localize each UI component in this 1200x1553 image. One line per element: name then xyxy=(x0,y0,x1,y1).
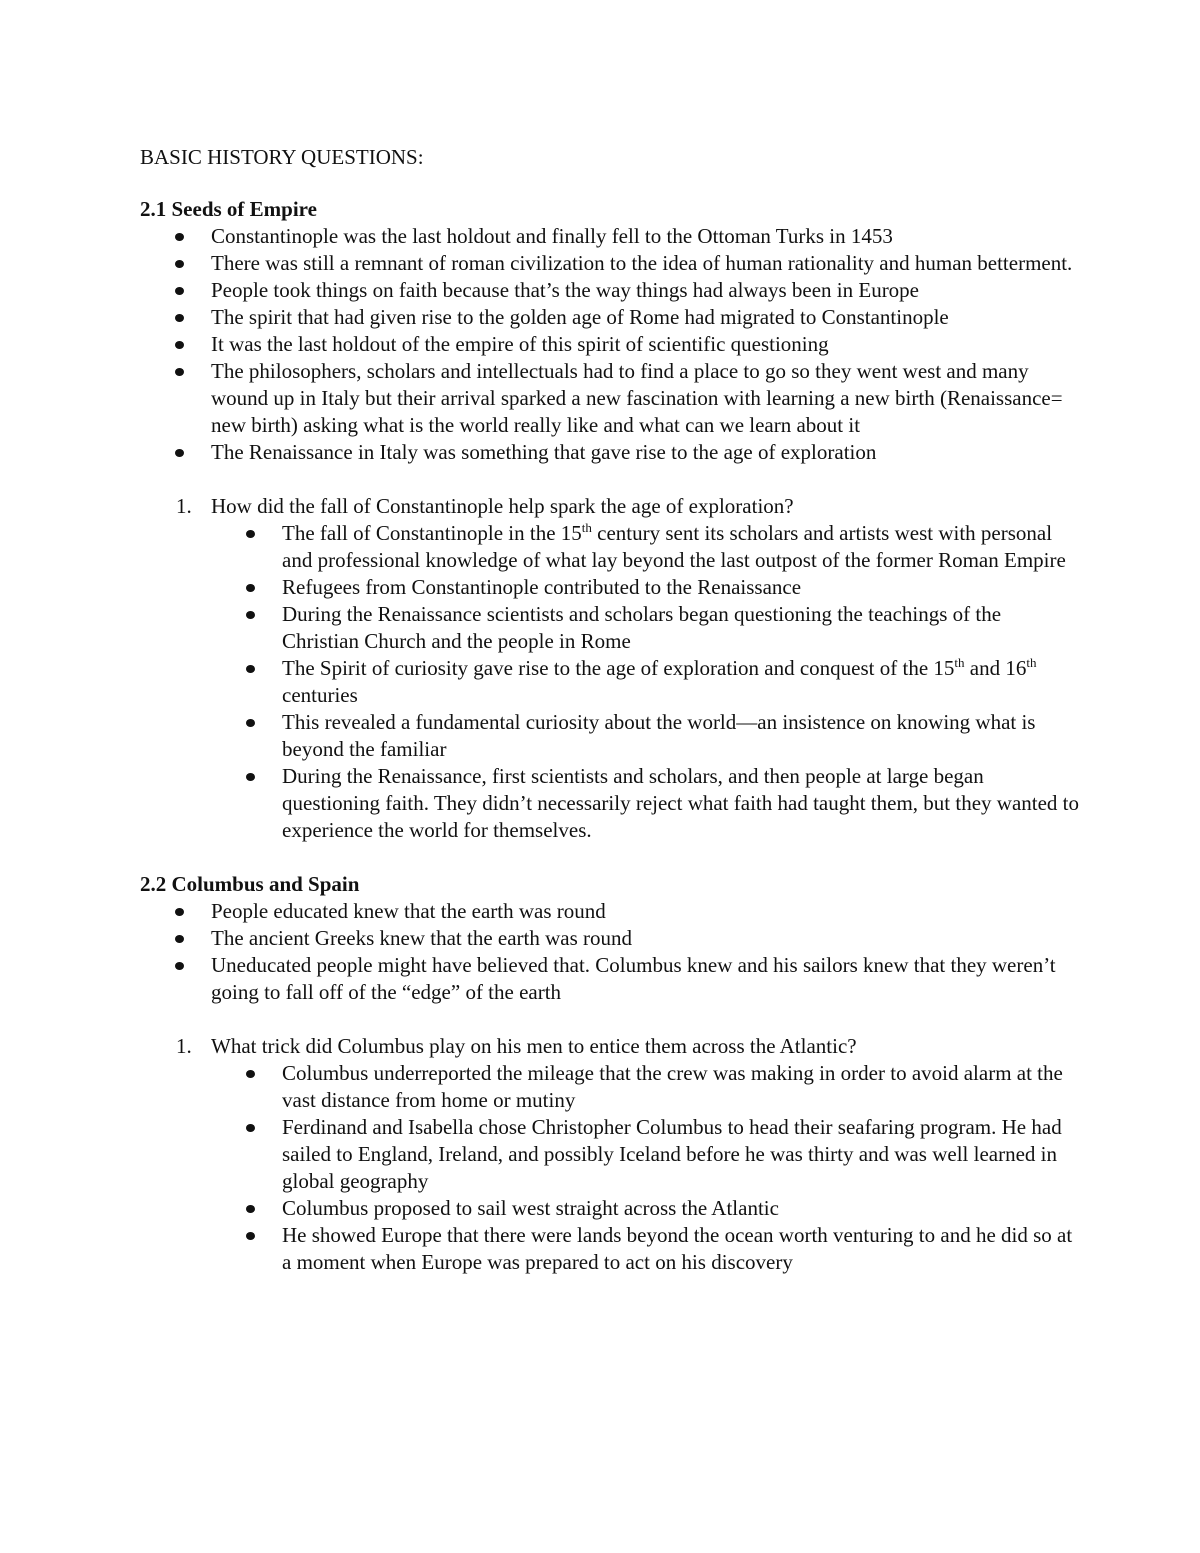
answer-item: This revealed a fundamental curiosity about the world—an insistence on knowing what is beyond the familiar xyxy=(140,709,1080,763)
bullet-item: The Renaissance in Italy was something that gave rise to the age of exploration xyxy=(140,439,1080,466)
answer-text: century sent its scholars and artists west with personal and professional knowledge of what lay beyond the last outpost of the former Roman Empire xyxy=(282,521,1066,572)
answer-item: Columbus proposed to sail west straight across the Atlantic xyxy=(140,1195,1080,1222)
ordinal-suffix: th xyxy=(954,655,965,670)
document-title: BASIC HISTORY QUESTIONS: xyxy=(140,145,424,169)
spacer xyxy=(140,844,1080,871)
section-heading: 2.2 Columbus and Spain xyxy=(140,872,360,896)
spacer xyxy=(140,1006,1080,1033)
answer-item: He showed Europe that there were lands beyond the ocean worth venturing to and he did so at a moment when Europe was prepared to act on his discovery xyxy=(140,1222,1080,1276)
bullet-item: Uneducated people might have believed that. Columbus knew and his sailors knew that they weren’t going to fall off of the “edge” of the earth xyxy=(140,952,1080,1006)
ordinal-suffix: th xyxy=(1026,655,1037,670)
answer-item: Refugees from Constantinople contributed to the Renaissance xyxy=(140,574,1080,601)
section-heading: 2.1 Seeds of Empire xyxy=(140,197,317,221)
bullet-item: There was still a remnant of roman civilization to the idea of human rationality and human betterment. xyxy=(140,250,1080,277)
answer-item xyxy=(140,520,1080,574)
bullet-item: People educated knew that the earth was round xyxy=(140,898,1080,925)
answer-item: During the Renaissance, first scientists and scholars, and then people at large began questioning faith. They didn’t necessarily reject what faith had taught them, but they wanted to experience the world for themselves. xyxy=(140,763,1080,844)
question-number: 1. xyxy=(176,1034,192,1058)
bullet-item: People took things on faith because that’s the way things had always been in Europe xyxy=(140,277,1080,304)
bullet-item: The philosophers, scholars and intellectuals had to find a place to go so they went west and many wound up in Italy but their arrival sparked a new fascination with learning a new birth (Renaissance= new birth) asking what is the world really like and what can we learn about it xyxy=(140,358,1080,439)
answer-list xyxy=(140,520,1080,844)
answer-item xyxy=(140,655,1080,709)
answer-text: centuries xyxy=(282,683,358,707)
answer-text: and 16 xyxy=(964,656,1027,680)
bullet-item: Constantinople was the last holdout and finally fell to the Ottoman Turks in 1453 xyxy=(140,223,1080,250)
bullet-item: The spirit that had given rise to the golden age of Rome had migrated to Constantinople xyxy=(140,304,1080,331)
bullet-item: The ancient Greeks knew that the earth was round xyxy=(140,925,1080,952)
question-text: How did the fall of Constantinople help spark the age of exploration? xyxy=(211,494,794,518)
question-text: What trick did Columbus play on his men to entice them across the Atlantic? xyxy=(211,1034,857,1058)
ordinal-suffix: th xyxy=(581,520,592,535)
bullet-list xyxy=(140,898,1080,1006)
answer-text: The Spirit of curiosity gave rise to the age of exploration and conquest of the 15 xyxy=(282,656,955,680)
question xyxy=(140,1033,1080,1060)
section-seeds-of-empire xyxy=(140,196,1080,844)
question xyxy=(140,493,1080,520)
section-columbus-and-spain xyxy=(140,871,1080,1276)
answer-list xyxy=(140,1060,1080,1276)
bullet-list xyxy=(140,223,1080,466)
document-page xyxy=(140,144,1080,1276)
answer-item: Ferdinand and Isabella chose Christopher Columbus to head their seafaring program. He had sailed to England, Ireland, and possibly Iceland before he was thirty and was well learned in global geography xyxy=(140,1114,1080,1195)
bullet-item: It was the last holdout of the empire of this spirit of scientific questioning xyxy=(140,331,1080,358)
spacer xyxy=(140,466,1080,493)
question-number: 1. xyxy=(176,494,192,518)
answer-item: Columbus underreported the mileage that the crew was making in order to avoid alarm at the vast distance from home or mutiny xyxy=(140,1060,1080,1114)
answer-text: The fall of Constantinople in the 15 xyxy=(282,521,582,545)
answer-item: During the Renaissance scientists and scholars began questioning the teachings of the Christian Church and the people in Rome xyxy=(140,601,1080,655)
